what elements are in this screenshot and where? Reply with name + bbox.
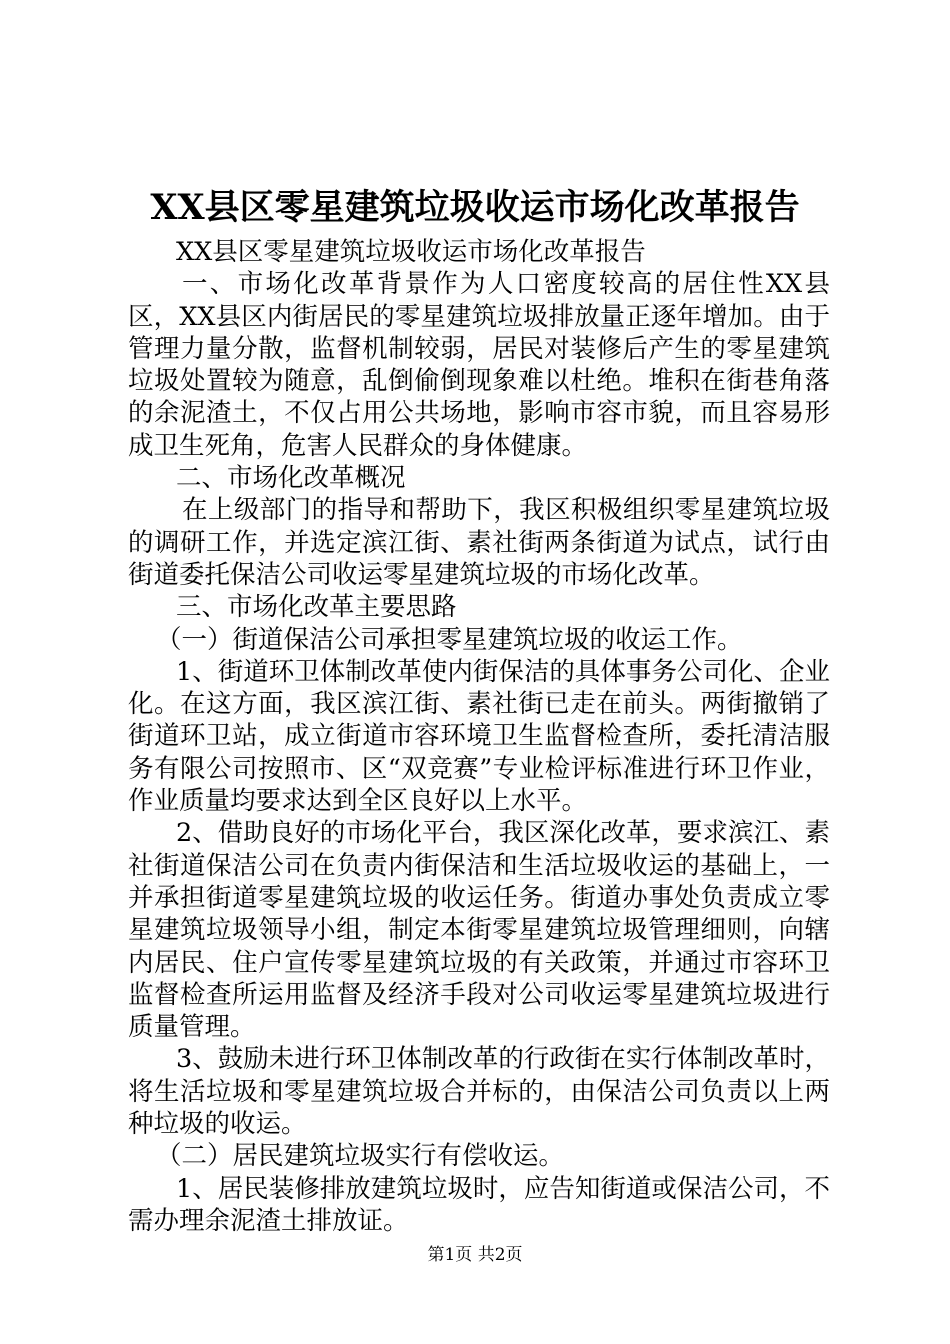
paragraph-item-2: 2、借助良好的市场化平台，我区深化改革，要求滨江、素社街道保洁公司在负责内街保洁和生活垃圾收运的基础上，一并承担街道零星建筑垃圾的收运任务。街道办事处负责成立零星建筑垃圾领导小组，制定本街零星建筑垃圾管理细则，向辖内居民、住户宣传零星建筑垃圾的有关政策，并通过市容环卫监督检查所运用监督及经济手段对公司收运零星建筑垃圾进行质量管理。	[128, 818, 830, 1043]
heading-main-ideas: 三、市场化改革主要思路	[176, 592, 457, 623]
document-title: XX县区零星建筑垃圾收运市场化改革报告	[150, 187, 800, 228]
subheading-cleaning-company: （一）街道保洁公司承担零星建筑垃圾的收运工作。	[156, 624, 743, 655]
paragraph-background: 一、市场化改革背景作为人口密度较高的居住性XX县区，XX县区内街居民的零星建筑垃圾排放量正逐年增加。由于管理力量分散，监督机制较弱，居民对装修后产生的零星建筑垃圾处置较为随意，乱倒偷倒现象难以杜绝。堆积在街巷角落的余泥渣土，不仅占用公共场地，影响市容市貌，而且容易形成卫生死角，危害人民群众的身体健康。	[128, 269, 830, 461]
paragraph-subtitle: XX县区零星建筑垃圾收运市场化改革报告	[176, 237, 646, 267]
subheading-paid-collection: （二）居民建筑垃圾实行有偿收运。	[156, 1141, 565, 1172]
paragraph-overview: 在上级部门的指导和帮助下，我区积极组织零星建筑垃圾的调研工作，并选定滨江街、素社街两条街道为试点，试行由街道委托保洁公司收运零星建筑垃圾的市场化改革。	[128, 495, 830, 590]
page-footer: 第1页 共2页	[427, 1245, 523, 1265]
document-body	[128, 236, 830, 1237]
heading-overview: 二、市场化改革概况	[176, 463, 406, 494]
paragraph-item-1: 1、街道环卫体制改革使内街保洁的具体事务公司化、企业化。在这方面，我区滨江街、素社街已走在前头。两街撤销了街道环卫站，成立街道市容环境卫生监督检查所，委托清洁服务有限公司按照市、区“双竞赛”专业检评标准进行环卫作业，作业质量均要求达到全区良好以上水平。	[128, 656, 830, 817]
paragraph-paid-item-1: 1、居民装修排放建筑垃圾时，应告知街道或保洁公司，不需办理余泥渣土排放证。	[128, 1173, 830, 1236]
paragraph-item-3: 3、鼓励未进行环卫体制改革的行政街在实行体制改革时，将生活垃圾和零星建筑垃圾合并标的，由保洁公司负责以上两种垃圾的收运。	[128, 1044, 830, 1140]
